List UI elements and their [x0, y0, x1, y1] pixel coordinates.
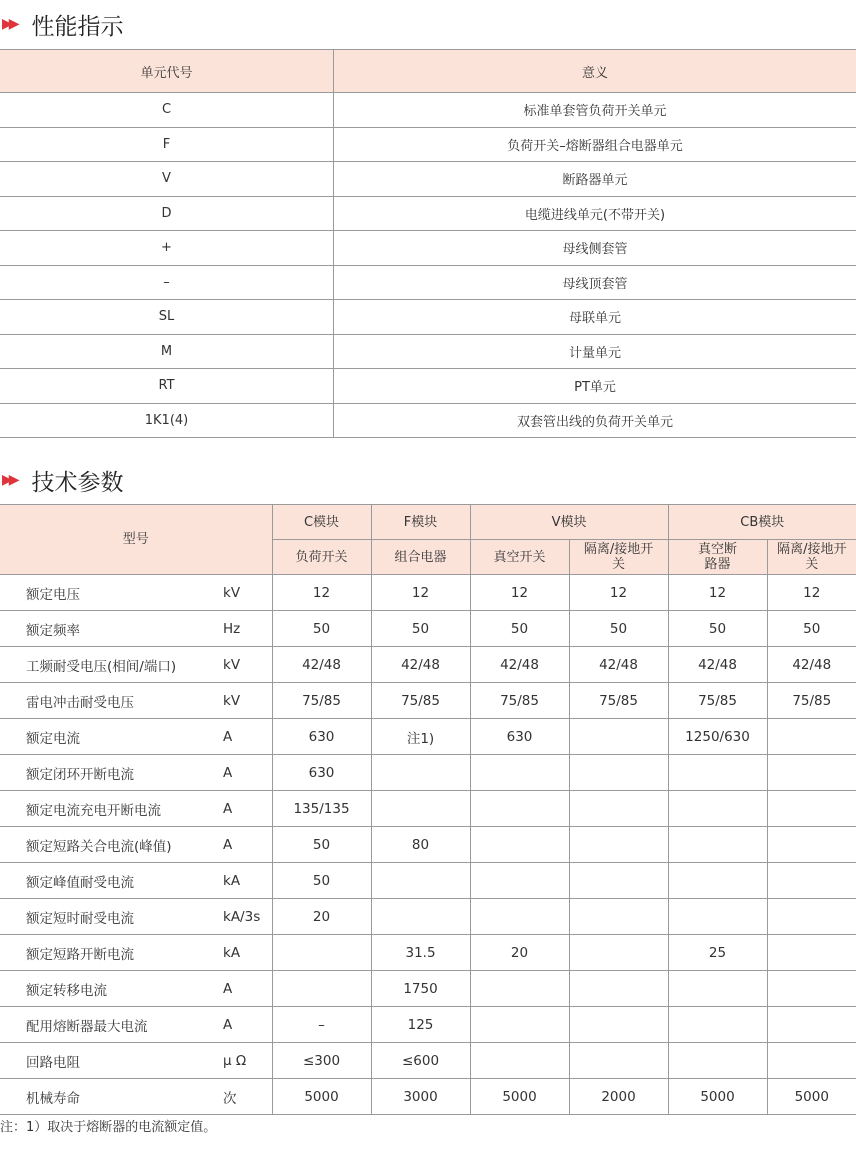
- unit-code-cell: 1K1(4): [0, 403, 334, 438]
- subheader-combination: 组合电器: [371, 540, 470, 575]
- param-name-cell: 额定短路关合电流(峰值): [0, 827, 223, 863]
- param-value-cell: [272, 935, 371, 971]
- param-value-cell: 12: [272, 575, 371, 611]
- param-name-cell: 工频耐受电压(相间/端口): [0, 647, 223, 683]
- param-value-cell: 125: [371, 1007, 470, 1043]
- meaning-cell: 标准单套管负荷开关单元: [334, 93, 856, 128]
- header-model: 型号: [0, 505, 272, 575]
- param-value-cell: 75/85: [668, 683, 767, 719]
- unit-code-cell: SL: [0, 300, 334, 335]
- param-value-cell: 12: [668, 575, 767, 611]
- param-value-cell: 75/85: [569, 683, 668, 719]
- param-value-cell: [371, 755, 470, 791]
- param-value-cell: 50: [767, 611, 856, 647]
- table-header-row: [0, 50, 856, 93]
- param-value-cell: [767, 971, 856, 1007]
- table-row: [0, 1079, 856, 1115]
- param-name-cell: 额定电流充电开断电流: [0, 791, 223, 827]
- param-value-cell: 12: [371, 575, 470, 611]
- param-name-cell: 额定短路开断电流: [0, 935, 223, 971]
- unit-code-cell: M: [0, 334, 334, 369]
- param-value-cell: [470, 971, 569, 1007]
- table-row: [0, 1007, 856, 1043]
- param-unit-cell: kA: [223, 935, 272, 971]
- param-value-cell: ≤300: [272, 1043, 371, 1079]
- tech-params-table: [0, 504, 856, 1115]
- param-name-cell: 额定短时耐受电流: [0, 899, 223, 935]
- param-unit-cell: kV: [223, 683, 272, 719]
- unit-code-cell: V: [0, 162, 334, 197]
- subheader-vacuum-switch: 真空开关: [470, 540, 569, 575]
- param-name-cell: 机械寿命: [0, 1079, 223, 1115]
- param-value-cell: 5000: [767, 1079, 856, 1115]
- param-value-cell: 31.5: [371, 935, 470, 971]
- table-row: [0, 827, 856, 863]
- unit-code-cell: RT: [0, 369, 334, 404]
- param-value-cell: [668, 899, 767, 935]
- param-value-cell: [668, 791, 767, 827]
- param-unit-cell: Hz: [223, 611, 272, 647]
- param-value-cell: 25: [668, 935, 767, 971]
- meaning-cell: 母线侧套管: [334, 231, 856, 266]
- param-value-cell: 75/85: [767, 683, 856, 719]
- param-value-cell: [767, 899, 856, 935]
- table-row: [0, 1043, 856, 1079]
- param-value-cell: 20: [470, 935, 569, 971]
- param-unit-cell: A: [223, 971, 272, 1007]
- param-value-cell: [569, 1007, 668, 1043]
- param-value-cell: [371, 863, 470, 899]
- param-value-cell: [569, 755, 668, 791]
- unit-code-cell: D: [0, 196, 334, 231]
- param-value-cell: [767, 1043, 856, 1079]
- param-value-cell: [668, 971, 767, 1007]
- param-unit-cell: A: [223, 1007, 272, 1043]
- param-value-cell: –: [272, 1007, 371, 1043]
- table-row: [0, 196, 856, 231]
- meaning-cell: PT单元: [334, 369, 856, 404]
- param-value-cell: [767, 755, 856, 791]
- unit-code-cell: C: [0, 93, 334, 128]
- unit-code-table: [0, 49, 856, 438]
- param-value-cell: 注1): [371, 719, 470, 755]
- param-unit-cell: A: [223, 719, 272, 755]
- param-value-cell: 5000: [668, 1079, 767, 1115]
- table-row: [0, 93, 856, 128]
- param-value-cell: [668, 863, 767, 899]
- param-value-cell: 50: [668, 611, 767, 647]
- param-name-cell: 额定转移电流: [0, 971, 223, 1007]
- param-value-cell: 3000: [371, 1079, 470, 1115]
- param-name-cell: 回路电阻: [0, 1043, 223, 1079]
- param-value-cell: [569, 971, 668, 1007]
- meaning-cell: 断路器单元: [334, 162, 856, 197]
- meaning-cell: 计量单元: [334, 334, 856, 369]
- param-name-cell: 额定峰值耐受电流: [0, 863, 223, 899]
- param-unit-cell: kA/3s: [223, 899, 272, 935]
- param-value-cell: 50: [272, 863, 371, 899]
- header-group-f: F模块: [371, 505, 470, 540]
- section-title-tech-params: [0, 463, 856, 497]
- param-name-cell: 配用熔断器最大电流: [0, 1007, 223, 1043]
- param-value-cell: [668, 1043, 767, 1079]
- param-value-cell: [767, 1007, 856, 1043]
- header-unit-code: 单元代号: [0, 50, 334, 93]
- param-value-cell: 50: [371, 611, 470, 647]
- unit-code-cell: F: [0, 127, 334, 162]
- param-value-cell: 1250/630: [668, 719, 767, 755]
- param-value-cell: 135/135: [272, 791, 371, 827]
- param-name-cell: 额定频率: [0, 611, 223, 647]
- param-value-cell: [470, 899, 569, 935]
- param-value-cell: 2000: [569, 1079, 668, 1115]
- section-title-performance: [0, 7, 856, 41]
- param-value-cell: 75/85: [272, 683, 371, 719]
- param-value-cell: 42/48: [371, 647, 470, 683]
- footnote: 注：1）取决于熔断器的电流额定值。: [0, 1120, 217, 1135]
- subheader-vacuum-breaker: 真空断路器: [668, 540, 767, 575]
- param-value-cell: [470, 755, 569, 791]
- param-value-cell: [470, 791, 569, 827]
- table-row: [0, 791, 856, 827]
- param-value-cell: [767, 719, 856, 755]
- param-value-cell: 50: [272, 611, 371, 647]
- param-value-cell: 50: [470, 611, 569, 647]
- param-unit-cell: 次: [223, 1079, 272, 1115]
- param-value-cell: 1750: [371, 971, 470, 1007]
- param-value-cell: 42/48: [668, 647, 767, 683]
- table-row: [0, 162, 856, 197]
- param-value-cell: 20: [272, 899, 371, 935]
- param-value-cell: 630: [470, 719, 569, 755]
- header-group-c: C模块: [272, 505, 371, 540]
- table-row: [0, 334, 856, 369]
- param-value-cell: [470, 827, 569, 863]
- subheader-load-switch: 负荷开关: [272, 540, 371, 575]
- param-value-cell: [569, 719, 668, 755]
- param-value-cell: [767, 791, 856, 827]
- double-arrow-icon: ▶▶: [2, 16, 16, 32]
- param-value-cell: [569, 791, 668, 827]
- header-meaning: 意义: [334, 50, 856, 93]
- meaning-cell: 母联单元: [334, 300, 856, 335]
- param-value-cell: 75/85: [470, 683, 569, 719]
- table-row: [0, 755, 856, 791]
- param-name-cell: 额定闭环开断电流: [0, 755, 223, 791]
- double-arrow-icon: ▶▶: [2, 472, 16, 488]
- table-row: [0, 369, 856, 404]
- param-value-cell: 12: [767, 575, 856, 611]
- param-unit-cell: A: [223, 755, 272, 791]
- meaning-cell: 电缆进线单元(不带开关): [334, 196, 856, 231]
- section-title-text: 技术参数: [31, 469, 124, 496]
- table-row: [0, 647, 856, 683]
- param-value-cell: 630: [272, 755, 371, 791]
- param-value-cell: [569, 899, 668, 935]
- table-row: [0, 265, 856, 300]
- subheader-isolating-earthing: 隔离/接地开关: [569, 540, 668, 575]
- param-unit-cell: A: [223, 791, 272, 827]
- param-value-cell: 42/48: [470, 647, 569, 683]
- table-row: [0, 719, 856, 755]
- unit-code-cell: –: [0, 265, 334, 300]
- table-row: [0, 971, 856, 1007]
- table-row: [0, 935, 856, 971]
- param-value-cell: 630: [272, 719, 371, 755]
- param-value-cell: [470, 863, 569, 899]
- param-value-cell: 42/48: [272, 647, 371, 683]
- param-value-cell: [371, 791, 470, 827]
- param-value-cell: [767, 827, 856, 863]
- param-name-cell: 雷电冲击耐受电压: [0, 683, 223, 719]
- param-value-cell: 5000: [470, 1079, 569, 1115]
- param-value-cell: [272, 971, 371, 1007]
- param-value-cell: [569, 935, 668, 971]
- param-value-cell: [371, 899, 470, 935]
- header-group-v: V模块: [470, 505, 668, 540]
- param-name-cell: 额定电压: [0, 575, 223, 611]
- table-row: [0, 611, 856, 647]
- param-value-cell: [668, 827, 767, 863]
- subheader-isolating-earthing-2: 隔离/接地开关: [767, 540, 856, 575]
- param-unit-cell: kV: [223, 575, 272, 611]
- param-value-cell: 12: [569, 575, 668, 611]
- param-value-cell: 50: [569, 611, 668, 647]
- param-name-cell: 额定电流: [0, 719, 223, 755]
- table-header-row: [0, 505, 856, 540]
- param-unit-cell: kV: [223, 647, 272, 683]
- param-value-cell: [569, 863, 668, 899]
- param-value-cell: [569, 827, 668, 863]
- param-value-cell: 80: [371, 827, 470, 863]
- param-unit-cell: A: [223, 827, 272, 863]
- meaning-cell: 母线顶套管: [334, 265, 856, 300]
- param-value-cell: 12: [470, 575, 569, 611]
- table-row: [0, 899, 856, 935]
- param-value-cell: 50: [272, 827, 371, 863]
- param-value-cell: 42/48: [767, 647, 856, 683]
- section-title-text: 性能指示: [31, 13, 124, 40]
- param-value-cell: [767, 935, 856, 971]
- param-value-cell: [668, 755, 767, 791]
- param-unit-cell: μ Ω: [223, 1043, 272, 1079]
- param-value-cell: ≤600: [371, 1043, 470, 1079]
- meaning-cell: 双套管出线的负荷开关单元: [334, 403, 856, 438]
- table-row: [0, 403, 856, 438]
- meaning-cell: 负荷开关–熔断器组合电器单元: [334, 127, 856, 162]
- param-value-cell: [470, 1007, 569, 1043]
- table-row: [0, 127, 856, 162]
- param-value-cell: [569, 1043, 668, 1079]
- param-value-cell: 5000: [272, 1079, 371, 1115]
- param-value-cell: 75/85: [371, 683, 470, 719]
- table-row: [0, 863, 856, 899]
- param-value-cell: [767, 863, 856, 899]
- param-value-cell: [470, 1043, 569, 1079]
- table-row: [0, 231, 856, 266]
- table-row: [0, 300, 856, 335]
- unit-code-cell: +: [0, 231, 334, 266]
- param-unit-cell: kA: [223, 863, 272, 899]
- param-value-cell: 42/48: [569, 647, 668, 683]
- table-row: [0, 575, 856, 611]
- param-value-cell: [668, 1007, 767, 1043]
- table-row: [0, 683, 856, 719]
- header-group-cb: CB模块: [668, 505, 856, 540]
